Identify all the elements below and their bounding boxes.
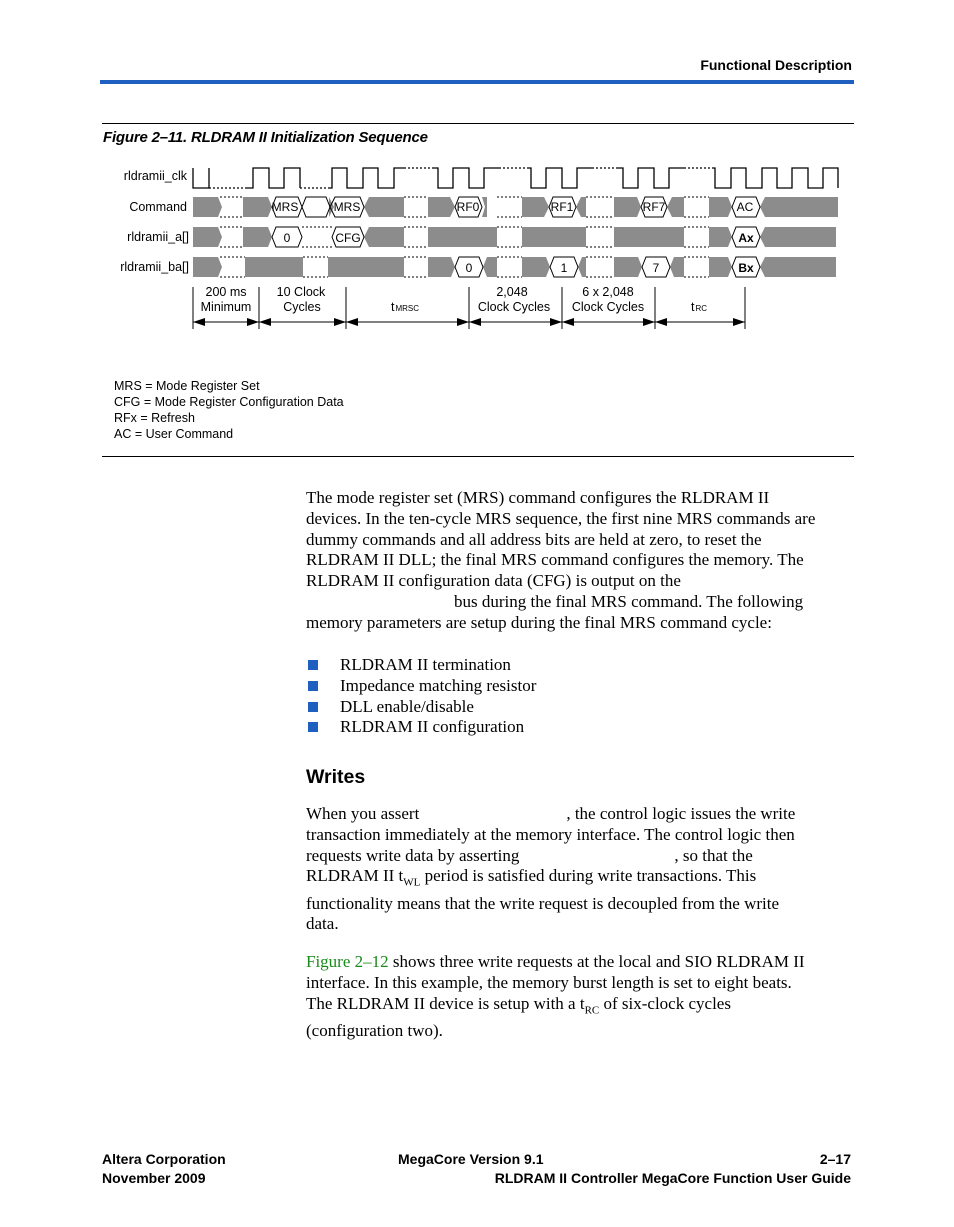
bullet-square-icon <box>308 722 318 732</box>
footer-version: MegaCore Version 9.1 <box>398 1151 544 1167</box>
para1-line: The mode register set (MRS) command configures the RLDRAM II <box>306 488 770 507</box>
command-label-rf1: RF1 <box>550 200 574 214</box>
timing-diagram <box>0 0 954 380</box>
interval-5-line2: Clock Cycles <box>571 300 645 314</box>
interval-4-line2: Clock Cycles <box>477 300 551 314</box>
para2-line-3: requests write data by asserting , so that the <box>306 845 753 865</box>
interval-6-label: tRC <box>690 300 708 314</box>
figure-legend <box>114 378 344 442</box>
list-item-text: Impedance matching resistor <box>340 675 537 695</box>
legend-cfg: CFG = Mode Register Configuration Data <box>114 395 344 409</box>
para3-line-3: The RLDRAM II device is setup with a $t_{RC}$ of six-clock cycles <box>306 993 731 1016</box>
legend-rfx: RFx = Refresh <box>114 411 195 425</box>
para2-line-4: RLDRAM II $t_{WL}$ period is satisfied during write transactions. This <box>306 866 757 889</box>
command-label-ac: AC <box>736 200 754 214</box>
paragraph-mrs <box>306 488 856 634</box>
legend-ac: AC = User Command <box>114 427 234 441</box>
signal-label-clk: rldramii_clk <box>123 169 187 183</box>
command-label-rf0: RF0 <box>456 200 480 214</box>
figure-bottom-rule <box>102 456 854 457</box>
interval-5-line1: 6 x 2,048 <box>582 285 634 299</box>
list-item <box>306 655 536 676</box>
footer-page-number: 2–17 <box>819 1151 851 1167</box>
command-label-rf7: RF7 <box>642 200 666 214</box>
para1-line: memory parameters are setup during the final MRS command cycle: <box>306 612 772 632</box>
signal-label-bank: rldramii_ba[] <box>120 260 189 274</box>
para3-line-1: Figure 2–12 shows three write requests at the local and SIO RLDRAM II <box>306 952 805 971</box>
parameter-list <box>306 655 536 738</box>
command-waveform <box>193 197 838 217</box>
bank-label-0: 0 <box>465 261 473 275</box>
address-waveform <box>193 227 836 247</box>
bank-label-7: 7 <box>652 261 660 275</box>
figure-2-12-link[interactable]: Figure 2–12 <box>306 952 389 971</box>
command-label-mrs-2: MRS <box>333 200 361 214</box>
para2-line-6: data. <box>306 914 339 934</box>
list-item-text: DLL enable/disable <box>340 696 474 716</box>
command-label-mrs-1: MRS <box>271 200 299 214</box>
signal-label-command: Command <box>129 200 187 214</box>
list-item <box>306 676 536 697</box>
interval-1-line1: 200 ms <box>205 285 247 299</box>
list-item-text: RLDRAM II configuration <box>340 717 525 737</box>
interval-1-line2: Minimum <box>200 300 252 314</box>
paragraph-figure-ref <box>306 952 856 1042</box>
bullet-square-icon <box>308 681 318 691</box>
address-label-ax: Ax <box>738 231 754 245</box>
interval-3-label: tMRSC <box>390 300 420 314</box>
section-heading-writes: Writes <box>306 766 366 788</box>
bank-waveform <box>193 257 836 277</box>
para3-line-4: (configuration two). <box>306 1020 443 1040</box>
running-header: Functional Description <box>700 57 852 73</box>
address-label-cfg: CFG <box>335 231 361 245</box>
para1-line: bus during the final MRS command. The following <box>454 591 804 611</box>
footer-date: November 2009 <box>102 1170 206 1186</box>
bank-label-bx: Bx <box>738 261 754 275</box>
para2-line-1: When you assert , the control logic issues the write <box>306 804 796 823</box>
para3-line-2: interface. In this example, the memory burst length is set to eight beats. <box>306 972 792 992</box>
para1-line: RLDRAM II configuration data (CFG) is output on the <box>306 571 681 591</box>
para1-line: RLDRAM II DLL; the final MRS command configures the memory. The <box>306 550 804 570</box>
para1-line: dummy commands and all address bits are held at zero, to reset the <box>306 529 762 549</box>
paragraph-writes <box>306 804 856 935</box>
footer-company: Altera Corporation <box>102 1151 226 1167</box>
signal-label-address: rldramii_a[] <box>127 230 189 244</box>
interval-2-line2: Cycles <box>283 300 321 314</box>
bullet-square-icon <box>308 660 318 670</box>
para1-line: devices. In the ten-cycle MRS sequence, the first nine MRS commands are <box>306 508 816 528</box>
list-item-text: RLDRAM II termination <box>340 655 511 674</box>
address-label-zero: 0 <box>283 231 291 245</box>
legend-mrs: MRS = Mode Register Set <box>114 379 260 393</box>
figure-caption: Figure 2–11. RLDRAM II Initialization Sequence <box>103 129 428 146</box>
bullet-square-icon <box>308 702 318 712</box>
para2-line-5: functionality means that the write request is decoupled from the write <box>306 893 780 913</box>
para2-line-2: transaction immediately at the memory interface. The control logic then <box>306 824 795 844</box>
clock-waveform <box>193 168 838 188</box>
footer-guide-title: RLDRAM II Controller MegaCore Function User Guide <box>494 1170 851 1186</box>
footer-left <box>102 1150 226 1188</box>
interval-4-line1: 2,048 <box>496 285 528 299</box>
list-item <box>306 717 536 738</box>
bank-label-1: 1 <box>560 261 568 275</box>
list-item <box>306 697 536 718</box>
interval-2-line1: 10 Clock <box>276 285 326 299</box>
